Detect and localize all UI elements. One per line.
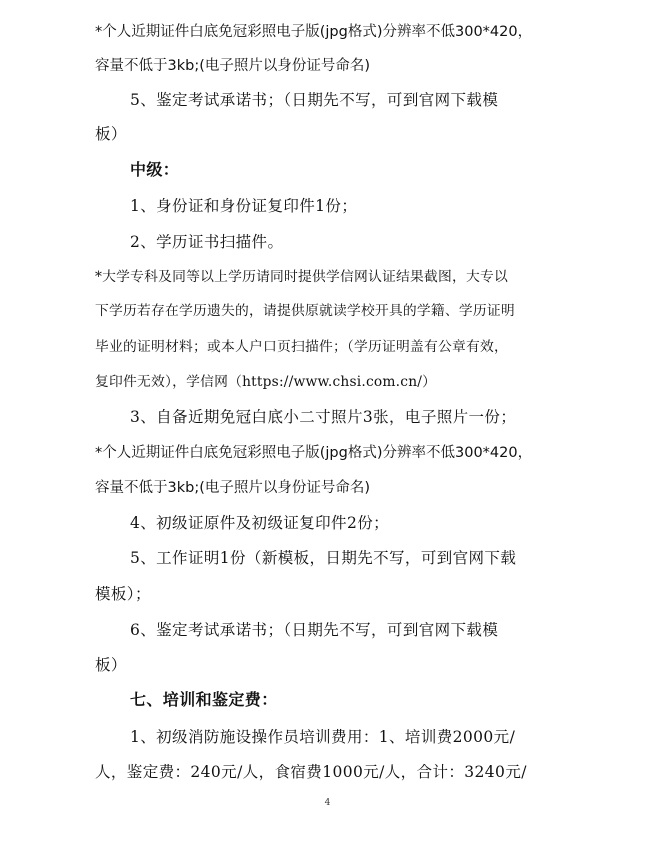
fees-line-2: 人，鉴定费：240元/人，食宿费1000元/人，合计：3240元/ xyxy=(95,763,527,781)
intermediate-item-3: 3、自备近期免冠白底小二寸照片3张，电子照片一份； xyxy=(130,408,517,426)
education-note-line-2: 下学历若存在学历遗失的，请提供原就读学校开具的学籍、学历证明 xyxy=(95,303,515,319)
section-heading-fees: 七、培训和鉴定费： xyxy=(130,690,278,709)
intermediate-item-2: 2、学历证书扫描件。 xyxy=(130,233,284,251)
intermediate-item-5-line-1: 5、工作证明1份（新模板，日期先不写，可到官网下载 xyxy=(130,549,517,567)
fees-line-1: 1、初级消防施设操作员培训费用：1、培训费2000元/ xyxy=(130,728,516,746)
photo-requirement-line-3: *个人近期证件白底免冠彩照电子版(jpg格式)分辨率不低300*420， xyxy=(95,445,533,461)
page-number: 4 xyxy=(324,798,331,808)
item-5-commitment-line-2: 板） xyxy=(95,125,127,143)
photo-requirement-line-4: 容量不低于3kb;(电子照片以身份证号命名) xyxy=(95,480,371,496)
intermediate-item-6-line-2: 板） xyxy=(95,656,127,674)
photo-requirement-line-2: 容量不低于3kb;(电子照片以身份证号命名) xyxy=(95,58,371,74)
education-note-line-4: 复印件无效），学信网（https://www.chsi.com.cn/） xyxy=(95,374,437,390)
photo-requirement-line-1: *个人近期证件白底免冠彩照电子版(jpg格式)分辨率不低300*420， xyxy=(95,24,533,40)
intermediate-item-5-line-2: 模板）； xyxy=(95,585,151,603)
education-note-line-3: 毕业的证明材料；或本人户口页扫描件；（学历证明盖有公章有效， xyxy=(95,339,509,355)
intermediate-item-6-line-1: 6、鉴定考试承诺书；（日期先不写，可到官网下载模 xyxy=(130,621,499,639)
section-heading-intermediate: 中级： xyxy=(130,160,180,179)
item-5-commitment-line-1: 5、鉴定考试承诺书；（日期先不写，可到官网下载模 xyxy=(130,91,499,109)
intermediate-item-4: 4、初级证原件及初级证复印件2份； xyxy=(130,514,390,532)
education-note-line-1: *大学专科及同等以上学历请同时提供学信网认证结果截图，大专以 xyxy=(95,269,509,285)
intermediate-item-1: 1、身份证和身份证复印件1份； xyxy=(130,197,358,215)
